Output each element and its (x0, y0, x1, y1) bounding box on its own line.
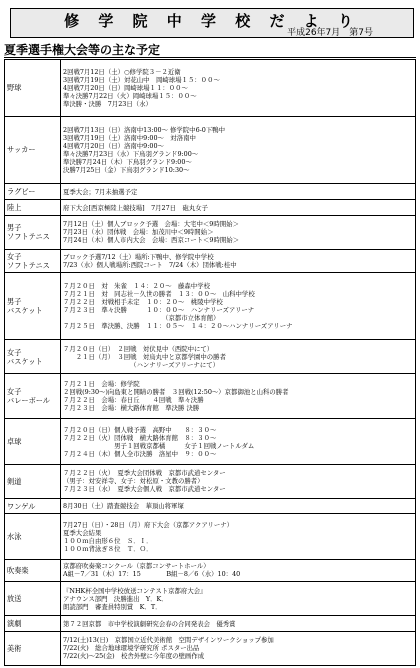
schedule-detail-line: ７月２５日 準決勝、決勝 １１：０５～ １４：２０～ハンナリーズアリーナ (63, 321, 293, 330)
schedule-category: 女子 バレーボール (5, 374, 61, 419)
schedule-detail-line: 準決勝・決勝 7月23日（水） (63, 99, 152, 108)
schedule-detail-line: 3回戦7月19日（土）洛南中9:00～ 対洛南中 (63, 133, 196, 142)
newsletter-title: 修 学 院 中 学 校 だ よ り (64, 12, 360, 30)
schedule-detail-line: ７月２３日（水） 夏季大会個人戦 京都市武道センター (63, 485, 226, 494)
schedule-detail-line: 7月12日（土）個人ブロック予選 会場：大宅中＜9時開始＞ (63, 220, 239, 229)
schedule-detail-line: 8月30日（土）踏査競技会 華頂山将軍塚 (63, 502, 184, 510)
schedule-detail-line: 3回戦7月19日（土）対花山中 岡崎球場１５：００～ (63, 75, 220, 84)
schedule-detail-line: ７月２４日（木）個人全市決勝 洛星中 ９：００～ (63, 449, 217, 458)
schedule-table (4, 59, 416, 666)
schedule-detail-line: ７月２１日 対 同志社－久世の勝者 １３：００～ 山科中学校 (63, 289, 255, 298)
schedule-detail-line: ブロック予選7/12（土）場所:下鴨中、修学院中学校 (63, 252, 214, 261)
schedule-details (61, 272, 416, 340)
schedule-detail-line: 準々決勝7月22日（火）岡崎球場１５：００～ (63, 91, 197, 100)
schedule-category: 男子 バスケット (5, 272, 61, 340)
schedule-table-body (5, 60, 416, 666)
schedule-row (5, 559, 416, 582)
schedule-row (5, 340, 416, 374)
schedule-detail-line: （男子：対安祥寺、女子：対松原・文教の勝者） (63, 477, 204, 486)
schedule-row (5, 419, 416, 464)
schedule-detail-line: アナウンス部門 決勝進出 Y．K． (63, 594, 168, 603)
schedule-details (61, 616, 416, 632)
schedule-detail-line: ７月２２日 会場：春日丘 ４回戦 準々決勝 (63, 396, 204, 405)
schedule-details (61, 116, 416, 184)
schedule-detail-line: ２回戦(9:30～)向島東と開睛の勝者 ３回戦(12:50～）京都御池と山科の勝者 (63, 388, 289, 397)
schedule-detail-line: 『NHK杯全国中学校放送コンテスト京都府大会』 (63, 586, 207, 595)
schedule-row (5, 216, 416, 250)
schedule-row (5, 631, 416, 665)
schedule-detail-line: （京都市立体育館） (63, 313, 220, 322)
schedule-detail-line: 準々決勝7月23日（水）下鳥羽グランド9:00～ (63, 149, 199, 158)
schedule-detail-line: ２１日（月） ３回戦 対烏丸中と京都学園中の勝者 (63, 352, 226, 361)
schedule-detail-line: ７月２２日 対戦相手未定 １０：２０～ 桃陵中学校 (63, 297, 223, 306)
schedule-detail-line: ７月２３日 準々決勝 １０：００～ ハンナリーズアリーナ (63, 305, 255, 314)
schedule-row (5, 60, 416, 117)
schedule-detail-line: 7/23（水）個人戦場所:西院コート 7/24（木）団体戦:桂中 (63, 260, 237, 269)
schedule-row (5, 582, 416, 616)
schedule-details (61, 498, 416, 514)
schedule-detail-line: 夏季大会；7月未抽選予定 (63, 187, 138, 196)
schedule-details (61, 340, 416, 374)
schedule-detail-line: 府下大会[西京極陸上競技場] 7月27日 砲丸女子 (63, 203, 208, 212)
schedule-details (61, 374, 416, 419)
schedule-detail-line: 7/22(火) 総合地球環境学研究所 ポスター出品 (63, 644, 200, 653)
schedule-row (5, 464, 416, 498)
schedule-category: 野球 (5, 60, 61, 117)
schedule-detail-line: 男子１回戦京都橘 女子１回戦ノートルダム (63, 441, 255, 450)
schedule-detail-line: ７月２２日（火）団体戦 横大路体育館 ８：３０～ (63, 433, 217, 442)
schedule-detail-line: 7月23日（水）団体戦 会場：加茂川中＜9時開始＞ (63, 228, 214, 237)
schedule-detail-line: 準決勝7月24日（木）下鳥羽グランド9:00～ (63, 157, 192, 166)
schedule-detail-line: 夏季大会結果 (63, 528, 102, 537)
schedule-detail-line: １００ｍ自由形６位 Ｓ．Ｉ． (63, 536, 153, 545)
newsletter-header (10, 8, 414, 38)
schedule-row (5, 498, 416, 514)
schedule-details (61, 200, 416, 216)
schedule-detail-line: ７月２２日（火） 夏季大会団体戦 京都市武道センター (63, 469, 226, 478)
schedule-category: 男子 ソフトテニス (5, 216, 61, 250)
schedule-details (61, 514, 416, 559)
schedule-category: 剣道 (5, 464, 61, 498)
schedule-details (61, 216, 416, 250)
schedule-category: 陸上 (5, 200, 61, 216)
schedule-detail-line: ７月２０日（日）個人戦予選 高野中 ８：３０～ (63, 425, 217, 434)
schedule-detail-line: 京都府吹奏楽コンクール（京都コンサートホール） (63, 562, 210, 571)
newsletter-issue: 平成26年7月 第7号 (287, 28, 373, 38)
schedule-detail-line: 4回戦7月20日（日）岡崎球場１１：００～ (63, 83, 188, 92)
schedule-row (5, 200, 416, 216)
schedule-detail-line: 7月27日（日）・28日（月）府下大会（京都アクアリーナ） (63, 520, 234, 529)
schedule-details (61, 631, 416, 665)
schedule-category: 女子 バスケット (5, 340, 61, 374)
schedule-category: 卓球 (5, 419, 61, 464)
schedule-detail-line: 2回戦7月13日（日）洛南中13:00～ 修学院中6-0下鴨中 (63, 125, 226, 134)
schedule-detail-line: 2回戦7月12日（土）○修学院３－２近衛 (63, 67, 181, 76)
schedule-row (5, 514, 416, 559)
schedule-detail-line: 7/22(火)～25(金) 校舎外壁に今年度の壁画作成 (63, 652, 205, 661)
schedule-details (61, 60, 416, 117)
schedule-row (5, 249, 416, 272)
schedule-details (61, 582, 416, 616)
schedule-row (5, 616, 416, 632)
schedule-detail-line: 決勝7月25日（金）下鳥羽グランド10:30～ (63, 165, 190, 174)
schedule-detail-line: １００ｍ背泳ぎ８位 Ｔ．Ｏ． (63, 544, 153, 553)
section-title: 夏季選手権大会等の主な予定 (4, 43, 161, 57)
schedule-detail-line: 第７２回京都 市中学校演劇研究会春の合同発表会 優秀賞 (63, 619, 236, 628)
schedule-details (61, 419, 416, 464)
schedule-detail-line: ７月２１日 会場：修学院 (63, 380, 140, 389)
schedule-row (5, 116, 416, 184)
schedule-details (61, 559, 416, 582)
schedule-detail-line: ７月２０日（日） ２回戦 対伏見中（西院中にて） (63, 344, 214, 353)
schedule-detail-line: （ハンナリーズアリーナにて） (63, 360, 219, 369)
schedule-category: 演劇 (5, 616, 61, 632)
schedule-category: 放送 (5, 582, 61, 616)
schedule-detail-line: ７月２３日 会場：横大路体育館 準決勝 決勝 (63, 404, 200, 413)
schedule-detail-line: 7/12(土)13(日) 京都国立近代美術館 空間デザインワークショップ参加 (63, 636, 274, 645)
schedule-row (5, 184, 416, 200)
schedule-detail-line: ７月２０日 対 朱雀 １４：２０～ 藤森中学校 (63, 281, 210, 290)
schedule-category: 女子 ソフトテニス (5, 249, 61, 272)
section-divider (4, 57, 416, 58)
schedule-category: 水泳 (5, 514, 61, 559)
schedule-category: 美術 (5, 631, 61, 665)
schedule-details (61, 464, 416, 498)
schedule-details (61, 184, 416, 200)
schedule-detail-line: A組－7／31（木）17：15 B組－8／6（水）10：40 (63, 570, 241, 579)
schedule-detail-line: 4回戦7月20日（日）洛南中9:00～ (63, 141, 164, 150)
schedule-category: ワンゲル (5, 498, 61, 514)
schedule-category: ラグビー (5, 184, 61, 200)
schedule-row (5, 374, 416, 419)
schedule-category: 吹奏楽 (5, 559, 61, 582)
schedule-detail-line: 朗読部門 審査員特別賞 K．T． (63, 602, 162, 611)
schedule-category: サッカー (5, 116, 61, 184)
schedule-details (61, 249, 416, 272)
schedule-row (5, 272, 416, 340)
schedule-detail-line: 7月24日（木）個人市内大会 会場：西京コート＜9時開始＞ (63, 236, 240, 245)
